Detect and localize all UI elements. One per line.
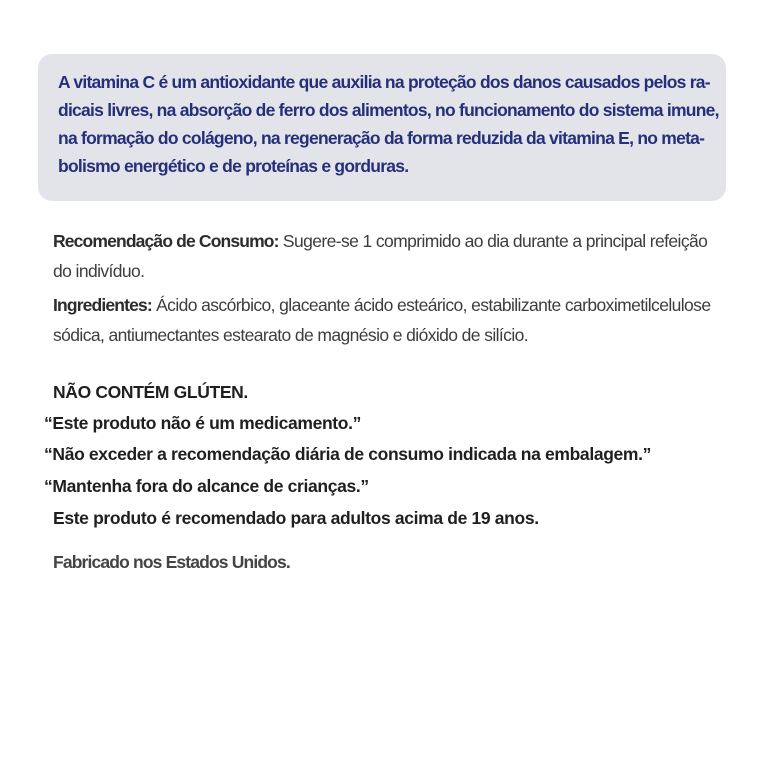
description-line: na formação do colágeno, na regeneração da forma reduzida da vitamina E, no meta- — [58, 128, 705, 148]
consumption-recommendation — [53, 226, 733, 286]
recommendation-text: Sugere-se 1 comprimido ao dia durante a principal refeição — [278, 231, 708, 251]
ingredients-label: Ingredientes: — [53, 295, 152, 315]
adults-notice: Este produto é recomendado para adultos acima de 19 anos. — [53, 508, 539, 528]
ingredients — [53, 290, 733, 350]
ingredients-text: Ácido ascórbico, glaceante ácido esteárico, estabilizante carboximetilcelulose — [151, 295, 711, 315]
recommendation-label: Recomendação de Consumo: — [53, 231, 279, 251]
not-medicine-notice: “Este produto não é um medicamento.” — [44, 413, 362, 433]
children-warning: “Mantenha fora do alcance de crianças.” — [44, 476, 369, 496]
dosage-warning: “Não exceder a recomendação diária de consumo indicada na embalagem.” — [44, 444, 652, 464]
recommendation-line — [53, 226, 733, 256]
description-line: dicais livres, na absorção de ferro dos alimentos, no funcionamento do sistema imune, — [58, 100, 719, 120]
description-line: bolismo energético e de proteínas e gorduras. — [58, 156, 409, 176]
recommendation-text-cont: do indivíduo. — [53, 261, 145, 281]
ingredients-text-cont: sódica, antiumectantes estearato de magnésio e dióxido de silício. — [53, 325, 529, 345]
ingredients-line — [53, 290, 733, 320]
vitamin-c-description — [58, 68, 719, 180]
gluten-free-notice: NÃO CONTÉM GLÚTEN. — [53, 382, 248, 402]
manufacture-origin: Fabricado nos Estados Unidos. — [53, 552, 290, 572]
vitamin-c-info-box — [38, 54, 726, 201]
description-line: A vitamina C é um antioxidante que auxilia na proteção dos danos causados pelos ra- — [58, 72, 710, 92]
